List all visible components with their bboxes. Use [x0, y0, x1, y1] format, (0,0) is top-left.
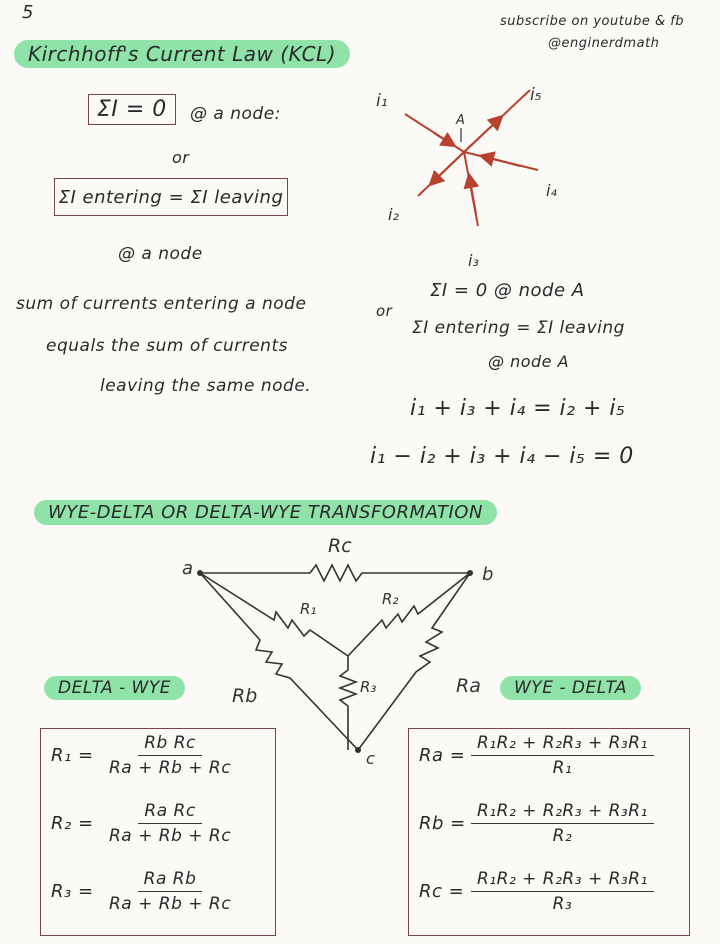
kcl-or-text: or — [172, 148, 190, 167]
formula-r1-den: Ra + Rb + Rc — [109, 758, 232, 778]
formula-r2-lhs: R₂ = — [51, 813, 94, 834]
resistor-r3 — [340, 656, 356, 750]
kcl-at-node-text: @ a node: — [190, 104, 281, 124]
wye-delta-title: WYE - DELTA — [500, 676, 641, 700]
formula-rb — [419, 801, 654, 846]
resistor-rc — [200, 565, 470, 581]
node-a-current-sum: i₁ − i₂ + i₃ + i₄ − i₅ = 0 — [370, 444, 634, 469]
node-a-suffix: @ node A — [488, 352, 570, 371]
kcl-sum-zero-box: ΣI = 0 — [88, 94, 176, 125]
formula-r3-lhs: R₃ = — [51, 881, 94, 902]
kcl-description-2: equals the sum of currents — [46, 336, 288, 356]
node-a: a — [182, 558, 194, 579]
transformation-title: WYE-DELTA OR DELTA-WYE TRANSFORMATION — [34, 500, 497, 525]
kcl-at-a-node: @ a node — [118, 244, 203, 264]
kcl-or-2: or — [376, 302, 393, 320]
kcl-description-3: leaving the same node. — [100, 376, 312, 396]
formula-r3-num: Ra Rb — [138, 869, 203, 892]
wye-delta-formula-box — [408, 728, 690, 936]
label-r2: R₂ — [382, 590, 399, 608]
node-a-label: A — [456, 113, 465, 128]
kcl-title: Kirchhoff's Current Law (KCL) — [14, 40, 350, 68]
kcl-description-1: sum of currents entering a node — [16, 294, 307, 314]
formula-ra-num: R₁R₂ + R₂R₃ + R₃R₁ — [471, 733, 654, 756]
credit-handle: @enginerdmath — [548, 36, 660, 51]
node-b: b — [482, 564, 494, 585]
resistor-r2 — [348, 573, 470, 656]
formula-r3 — [51, 869, 237, 914]
formula-rb-num: R₁R₂ + R₂R₃ + R₃R₁ — [471, 801, 654, 824]
label-r1: R₁ — [300, 600, 317, 618]
formula-rc-lhs: Rc = — [419, 881, 465, 902]
formula-rb-lhs: Rb = — [419, 813, 466, 834]
credit-line-1: subscribe on youtube & fb — [500, 14, 685, 29]
node-c-dot — [355, 747, 361, 753]
delta-wye-title: DELTA - WYE — [44, 676, 185, 700]
formula-r2-den: Ra + Rb + Rc — [109, 826, 232, 846]
formula-r1-num: Rb Rc — [138, 733, 202, 756]
label-rc: Rc — [328, 535, 352, 557]
node-b-dot — [467, 570, 473, 576]
label-r3: R₃ — [360, 678, 377, 696]
formula-ra — [419, 733, 654, 778]
formula-r3-den: Ra + Rb + Rc — [109, 894, 232, 914]
formula-r2-num: Ra Rc — [138, 801, 201, 824]
kcl-entering-leaving-box: ΣI entering = ΣI leaving — [54, 178, 288, 216]
formula-r1-lhs: R₁ = — [51, 745, 94, 766]
current-i4-label: i₄ — [546, 181, 557, 200]
resistor-rb — [200, 573, 358, 750]
node-a-dot — [197, 570, 203, 576]
node-a-current-balance: i₁ + i₃ + i₄ = i₂ + i₅ — [410, 396, 626, 421]
node-a-entering-leaving: ΣI entering = ΣI leaving — [412, 318, 625, 338]
formula-rb-den: R₂ — [552, 826, 573, 846]
resistor-r1 — [200, 573, 348, 656]
page-number: 5 — [22, 2, 34, 23]
formula-r2 — [51, 801, 237, 846]
current-i3-label: i₃ — [468, 251, 479, 270]
formula-rc-num: R₁R₂ + R₂R₃ + R₃R₁ — [471, 869, 654, 892]
current-i5-label: i₅ — [530, 85, 542, 105]
delta-wye-formula-box — [40, 728, 276, 936]
formula-r1 — [51, 733, 237, 778]
node-a-sum-zero: ΣI = 0 @ node A — [430, 280, 585, 301]
current-i2-label: i₂ — [388, 205, 399, 224]
formula-ra-lhs: Ra = — [419, 745, 466, 766]
resistor-ra — [358, 573, 470, 750]
node-c: c — [366, 749, 375, 768]
formula-rc-den: R₃ — [552, 894, 573, 914]
formula-ra-den: R₁ — [552, 758, 573, 778]
current-i1-label: i₁ — [376, 91, 388, 111]
label-ra: Ra — [456, 675, 481, 697]
node-a-diagram — [360, 76, 620, 272]
formula-rc — [419, 869, 654, 914]
label-rb: Rb — [232, 685, 258, 707]
